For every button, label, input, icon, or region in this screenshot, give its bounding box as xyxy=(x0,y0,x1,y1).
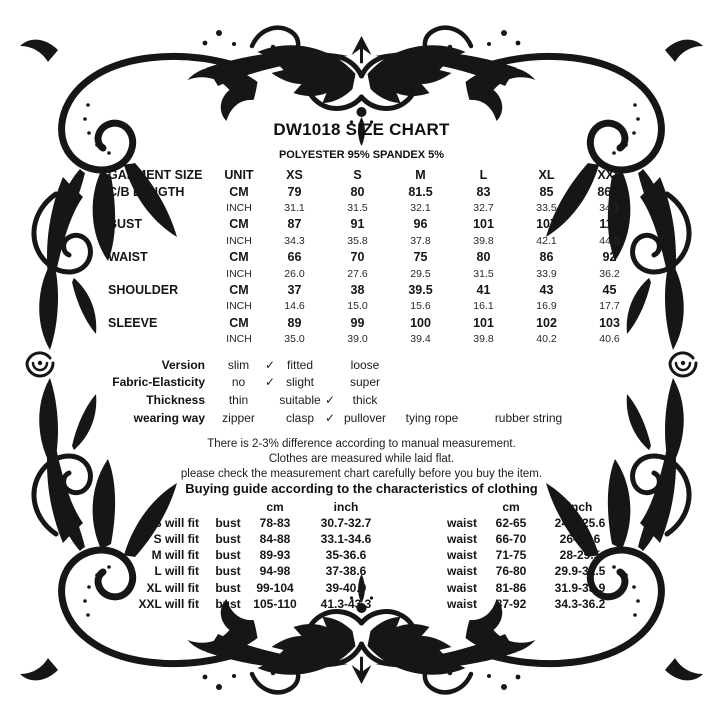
cell: bust xyxy=(215,580,241,595)
cell: bust xyxy=(215,596,241,611)
attribute-label: wearing way xyxy=(133,410,205,425)
size-table xyxy=(100,167,641,347)
cell: 39.8 xyxy=(473,234,494,247)
buying-guide-bust-table xyxy=(115,499,393,612)
cell: 31.1 xyxy=(284,201,305,214)
size-fit-label: S will fit xyxy=(153,532,199,547)
cell: 66 xyxy=(287,250,302,265)
attribute-option: clasp xyxy=(285,410,314,425)
table-row xyxy=(438,579,624,595)
cell: 29.5 xyxy=(410,267,431,280)
table-row xyxy=(100,183,641,199)
cell: CM xyxy=(229,250,249,265)
measure-label: WAIST xyxy=(108,250,148,265)
cell: 31.5 xyxy=(473,267,494,280)
cell: 45 xyxy=(602,282,617,297)
table-row xyxy=(438,596,624,612)
attribute-option: thick xyxy=(352,392,378,407)
note-line: please check the measurement chart carefully before you buy the item. xyxy=(180,468,543,481)
cell: 37-38.6 xyxy=(325,564,367,579)
cell: 80 xyxy=(476,250,491,265)
cell: 83 xyxy=(476,184,491,199)
cell: 80 xyxy=(350,184,365,199)
attribute-option: thin xyxy=(228,392,249,407)
cell: 31.5 xyxy=(347,201,368,214)
cell: 34.3 xyxy=(284,234,305,247)
table-row xyxy=(100,282,641,298)
cell: 79 xyxy=(287,184,302,199)
guide-header-row xyxy=(438,499,624,515)
cell: 17.7 xyxy=(599,300,620,313)
cell: INCH xyxy=(226,201,252,214)
cell: 16.1 xyxy=(473,300,494,313)
cell: INCH xyxy=(226,267,252,280)
attribute-option: loose xyxy=(350,357,380,372)
cell: 101 xyxy=(473,315,494,330)
attribute-option: fitted xyxy=(286,357,313,372)
table-row xyxy=(438,563,624,579)
cell: bust xyxy=(215,548,241,563)
cell: 85 xyxy=(539,184,554,199)
cell: 35.8 xyxy=(347,234,368,247)
size-fit-label: XS will fit xyxy=(145,516,199,531)
cell: 39.8 xyxy=(473,333,494,346)
size-fit-label: XL will fit xyxy=(146,580,199,595)
cell: 86.5 xyxy=(597,184,622,199)
attribute-option: super xyxy=(349,375,381,390)
table-row xyxy=(115,531,393,547)
buying-guide-heading: Buying guide according to the characteristics of clothing xyxy=(185,481,538,496)
cell: bust xyxy=(215,516,241,531)
table-row xyxy=(100,315,641,331)
cell: waist xyxy=(446,564,477,579)
column-header: S xyxy=(353,168,362,183)
cell: CM xyxy=(229,217,249,232)
column-header: inch xyxy=(333,500,359,515)
checkmark-icon: ✓ xyxy=(324,410,336,425)
cell: 107 xyxy=(536,217,557,232)
cell: 89-93 xyxy=(259,548,291,563)
cell: waist xyxy=(446,532,477,547)
attribute-row-thickness xyxy=(98,391,585,409)
cell: 24.4-25.6 xyxy=(554,516,606,531)
table-row xyxy=(438,531,624,547)
table-row xyxy=(115,596,393,612)
table-row xyxy=(100,331,641,347)
cell: 40.6 xyxy=(599,333,620,346)
cell: 33.1-34.6 xyxy=(320,532,372,547)
garment-attributes xyxy=(98,356,585,426)
checkmark-icon: ✓ xyxy=(264,375,276,390)
size-fit-label: L will fit xyxy=(154,564,199,579)
column-header: XXL xyxy=(597,168,622,183)
cell: 62-65 xyxy=(495,516,527,531)
cell: 78-83 xyxy=(259,516,291,531)
cell: 102 xyxy=(536,315,557,330)
cell: 100 xyxy=(410,315,431,330)
cell: waist xyxy=(446,596,477,611)
column-header: cm xyxy=(266,500,284,515)
cell: 33.9 xyxy=(536,267,557,280)
attribute-option: rubber string xyxy=(494,410,563,425)
attribute-option: slight xyxy=(285,375,314,390)
cell: waist xyxy=(446,548,477,563)
cell: 39.4 xyxy=(410,333,431,346)
cell: 87 xyxy=(287,217,302,232)
cell: 16.9 xyxy=(536,300,557,313)
cell: 43 xyxy=(539,282,554,297)
cell: 76-80 xyxy=(495,564,527,579)
cell: bust xyxy=(215,564,241,579)
cell: 66-70 xyxy=(495,532,527,547)
column-header: XS xyxy=(286,168,303,183)
cell: 34.1 xyxy=(599,201,620,214)
attribute-option: zipper xyxy=(222,410,255,425)
cell: 87-92 xyxy=(495,596,527,611)
cell: 15.6 xyxy=(410,300,431,313)
cell: 103 xyxy=(599,315,620,330)
column-header: cm xyxy=(502,500,520,515)
attribute-option: no xyxy=(231,375,246,390)
cell: 86 xyxy=(539,250,554,265)
cell: 35.0 xyxy=(284,333,305,346)
measure-label: C/B LENGTH xyxy=(108,184,185,199)
checkmark-icon: ✓ xyxy=(324,392,336,407)
attribute-row-elasticity xyxy=(98,374,585,392)
attribute-row-wearing-way xyxy=(98,409,585,427)
cell: 39.5 xyxy=(408,282,433,297)
cell: 96 xyxy=(413,217,428,232)
cell: INCH xyxy=(226,333,252,346)
cell: 81.5 xyxy=(408,184,433,199)
cell: 14.6 xyxy=(284,300,305,313)
measurement-notes xyxy=(0,437,723,483)
cell: 94-98 xyxy=(259,564,291,579)
column-header: inch xyxy=(567,500,593,515)
note-line: Clothes are measured while laid flat. xyxy=(268,453,455,466)
attribute-label: Thickness xyxy=(146,392,205,407)
cell: 113 xyxy=(599,217,620,232)
cell: 37 xyxy=(287,282,302,297)
cell: 42.1 xyxy=(536,234,557,247)
cell: 84-88 xyxy=(259,532,291,547)
column-header: UNIT xyxy=(224,168,254,183)
cell: 44.5 xyxy=(599,234,620,247)
measure-label: SHOULDER xyxy=(108,282,179,297)
cell: 28-29.5 xyxy=(559,548,601,563)
cell: 34.3-36.2 xyxy=(554,596,606,611)
attribute-option: tying rope xyxy=(405,410,459,425)
table-row xyxy=(115,515,393,531)
column-header: L xyxy=(479,168,488,183)
table-row xyxy=(100,249,641,265)
table-row xyxy=(438,547,624,563)
buying-guide-waist-table xyxy=(438,499,624,612)
cell: 75 xyxy=(413,250,428,265)
size-fit-label: XXL will fit xyxy=(138,596,199,611)
cell: 15.0 xyxy=(347,300,368,313)
cell: 91 xyxy=(350,217,365,232)
cell: 27.6 xyxy=(347,267,368,280)
attribute-option: suitable xyxy=(279,392,321,407)
table-row xyxy=(100,216,641,232)
size-fit-label: M will fit xyxy=(151,548,199,563)
cell: 30.7-32.7 xyxy=(320,516,372,531)
table-row xyxy=(438,515,624,531)
cell: 32.7 xyxy=(473,201,494,214)
cell: 31.9-33.9 xyxy=(554,580,606,595)
cell: 32.1 xyxy=(410,201,431,214)
table-row xyxy=(100,298,641,314)
measure-label: SLEEVE xyxy=(108,315,158,330)
table-row xyxy=(100,265,641,281)
table-row xyxy=(100,233,641,249)
cell: 89 xyxy=(287,315,302,330)
cell: 99 xyxy=(350,315,365,330)
cell: 105-110 xyxy=(253,596,297,611)
table-row xyxy=(115,563,393,579)
cell: 26.0 xyxy=(284,267,305,280)
note-line: There is 2-3% difference according to manual measurement. xyxy=(207,438,516,450)
cell: 36.2 xyxy=(599,267,620,280)
cell: 33.5 xyxy=(536,201,557,214)
cell: waist xyxy=(446,580,477,595)
page-title: DW1018 SIZE CHART xyxy=(273,120,450,139)
cell: 38 xyxy=(350,282,365,297)
cell: waist xyxy=(446,516,477,531)
cell: 40.2 xyxy=(536,333,557,346)
cell: 71-75 xyxy=(495,548,527,563)
fabric-composition-subtitle: POLYESTER 95% SPANDEX 5% xyxy=(278,149,445,161)
cell: 39-40.9 xyxy=(325,580,367,595)
table-row xyxy=(115,547,393,563)
size-table-header-row xyxy=(100,167,641,183)
cell: 29.9-31.5 xyxy=(554,564,606,579)
column-header: M xyxy=(415,168,426,183)
cell: 70 xyxy=(350,250,365,265)
column-header: GARMENT SIZE xyxy=(108,168,203,183)
cell: INCH xyxy=(226,234,252,247)
table-row xyxy=(115,579,393,595)
checkmark-icon: ✓ xyxy=(264,357,276,372)
table-row xyxy=(100,200,641,216)
cell: INCH xyxy=(226,300,252,313)
cell: 99-104 xyxy=(256,580,294,595)
cell: CM xyxy=(229,184,249,199)
attribute-label: Version xyxy=(161,357,205,372)
cell: 101 xyxy=(473,217,494,232)
cell: 35-36.6 xyxy=(325,548,367,563)
cell: 81-86 xyxy=(495,580,527,595)
attribute-row-version xyxy=(98,356,585,374)
cell: CM xyxy=(229,315,249,330)
cell: 41 xyxy=(476,282,491,297)
cell: 92 xyxy=(602,250,617,265)
cell: 37.8 xyxy=(410,234,431,247)
cell: bust xyxy=(215,532,241,547)
cell: 41.3-43.3 xyxy=(320,596,372,611)
attribute-label: Fabric-Elasticity xyxy=(112,375,205,390)
cell: 39.0 xyxy=(347,333,368,346)
attribute-option: pullover xyxy=(343,410,387,425)
measure-label: BUST xyxy=(108,217,143,232)
column-header: XL xyxy=(538,168,555,183)
cell: CM xyxy=(229,282,249,297)
attribute-option: slim xyxy=(227,357,250,372)
guide-header-row xyxy=(115,499,393,515)
cell: 26-27.6 xyxy=(559,532,601,547)
